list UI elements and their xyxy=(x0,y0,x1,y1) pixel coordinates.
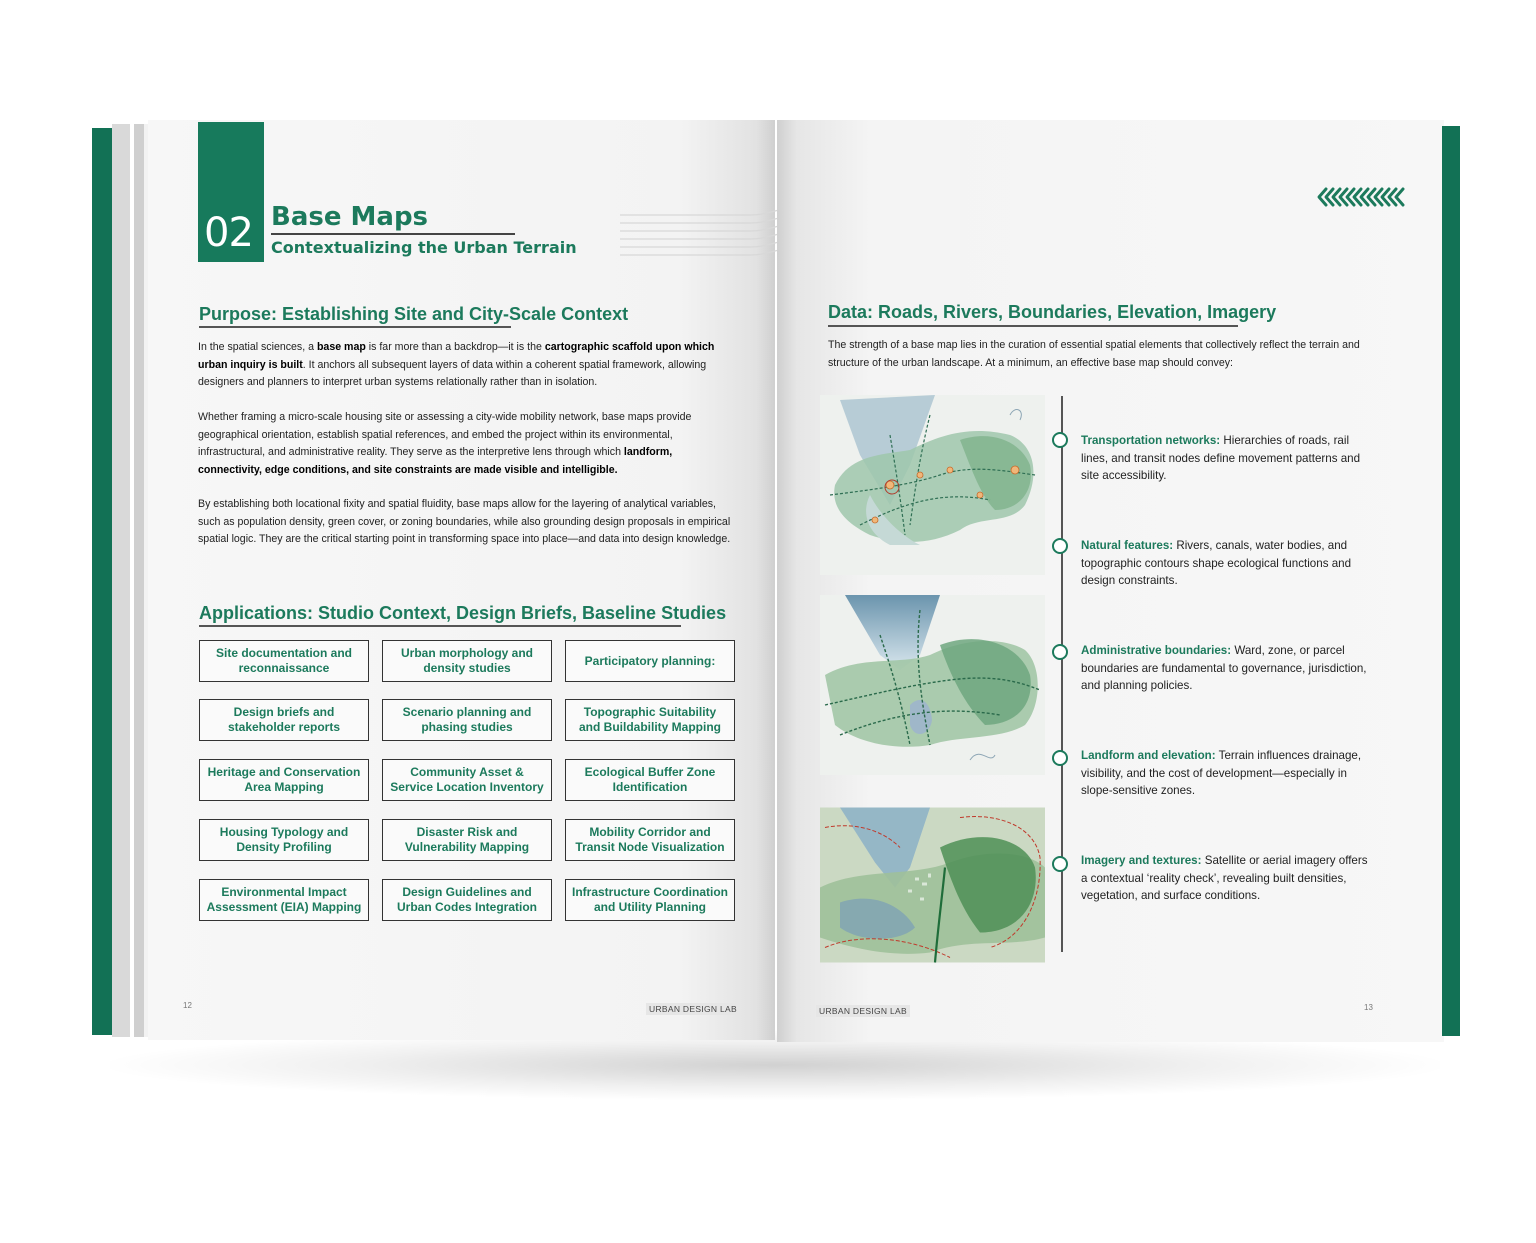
chapter-title: Base Maps xyxy=(271,202,429,232)
data-heading: Data: Roads, Rivers, Boundaries, Elevation, Imagery xyxy=(828,302,1277,322)
natural-features-map xyxy=(820,595,1045,775)
application-box: Environmental Impact Assessment (EIA) Mapping xyxy=(199,879,369,921)
right-footer-label: URBAN DESIGN LAB xyxy=(816,1005,910,1017)
timeline-marker xyxy=(1052,644,1068,660)
application-box: Community Asset & Service Location Inventory xyxy=(382,759,552,801)
transport-network-map xyxy=(820,395,1045,575)
application-box: Heritage and Conservation Area Mapping xyxy=(199,759,369,801)
timeline-marker xyxy=(1052,856,1068,872)
data-rule xyxy=(828,325,1238,327)
imagery-map xyxy=(820,795,1045,975)
applications-rule xyxy=(199,625,681,627)
right-page-number: 13 xyxy=(1364,1003,1373,1012)
application-box: Infrastructure Coordination and Utility Planning xyxy=(565,879,735,921)
data-item-administrative: Administrative boundaries: Ward, zone, or parcel boundaries are fundamental to governance, jurisdiction, and planning policies. xyxy=(1081,644,1367,692)
purpose-heading: Purpose: Establishing Site and City-Scale Context xyxy=(199,304,629,324)
data-item-natural: Natural features: Rivers, canals, water bodies, and topographic contours shape ecological functions and design constraints. xyxy=(1081,539,1352,587)
application-box: Design Guidelines and Urban Codes Integration xyxy=(382,879,552,921)
paragraph-3: By establishing both locational fixity and spatial fluidity, base maps allow for the layering of analytical variables, such as population density, green cover, or zoning boundaries, while also grounding design proposals in empirical spatial logic. They are the critical starting point in transforming space into place—and data into design knowledge. xyxy=(198,498,731,545)
chapter-number: 02 xyxy=(204,210,253,256)
left-page-stack xyxy=(112,124,150,1037)
timeline-marker xyxy=(1052,750,1068,766)
data-intro: The strength of a base map lies in the curation of essential spatial elements that collectively reflect the terrain and structure of the urban landscape. At a minimum, an effective base map should convey: xyxy=(828,339,1360,369)
application-box: Mobility Corridor and Transit Node Visualization xyxy=(565,819,735,861)
timeline-marker xyxy=(1052,538,1068,554)
left-page-number: 12 xyxy=(183,1001,192,1010)
applications-heading: Applications: Studio Context, Design Briefs, Baseline Studies xyxy=(199,603,727,623)
left-footer-label: URBAN DESIGN LAB xyxy=(646,1003,740,1015)
application-box: Urban morphology and density studies xyxy=(382,640,552,682)
application-box: Topographic Suitability and Buildability Mapping xyxy=(565,699,735,741)
data-item-transportation: Transportation networks: Hierarchies of roads, rail lines, and transit nodes define movement patterns and site accessibility. xyxy=(1081,434,1361,482)
application-box: Disaster Risk and Vulnerability Mapping xyxy=(382,819,552,861)
purpose-rule xyxy=(199,326,511,328)
chapter-subtitle: Contextualizing the Urban Terrain xyxy=(271,238,577,257)
application-box: Ecological Buffer Zone Identification xyxy=(565,759,735,801)
paragraph-1: In the spatial sciences, a base map is far more than a backdrop—it is the cartographic scaffold upon which urban inquiry is built. It anchors all subsequent layers of data within a coherent spatial framework, allowing designers and planners to interpret urban systems relationally rather than in isolation. xyxy=(198,341,715,388)
application-box: Participatory planning: xyxy=(565,640,735,682)
application-box: Design briefs and stakeholder reports xyxy=(199,699,369,741)
right-cover-edge xyxy=(1442,126,1460,1036)
paragraph-2: Whether framing a micro-scale housing site or assessing a city-wide mobility network, base maps provide geographical orientation, establish spatial references, and embed the project within its environmental, infrastructural, and administrative reality. They serve as the interpretive lens through which landform, connectivity, edge conditions, and site constraints are made visible and intelligible. xyxy=(198,411,692,476)
chapter-tab xyxy=(198,122,264,262)
application-box: Housing Typology and Density Profiling xyxy=(199,819,369,861)
data-item-imagery: Imagery and textures: Satellite or aerial imagery offers a contextual ‘reality check’, revealing built densities, vegetation, and surface conditions. xyxy=(1081,854,1368,902)
application-box: Scenario planning and phasing studies xyxy=(382,699,552,741)
chevron-pattern-icon xyxy=(1316,186,1410,208)
title-rule xyxy=(271,233,515,235)
left-cover-edge xyxy=(92,128,112,1035)
application-box: Site documentation and reconnaissance xyxy=(199,640,369,682)
data-item-landform: Landform and elevation: Terrain influences drainage, visibility, and the cost of development—especially in slope-sensitive zones. xyxy=(1081,749,1362,797)
timeline-marker xyxy=(1052,432,1068,448)
